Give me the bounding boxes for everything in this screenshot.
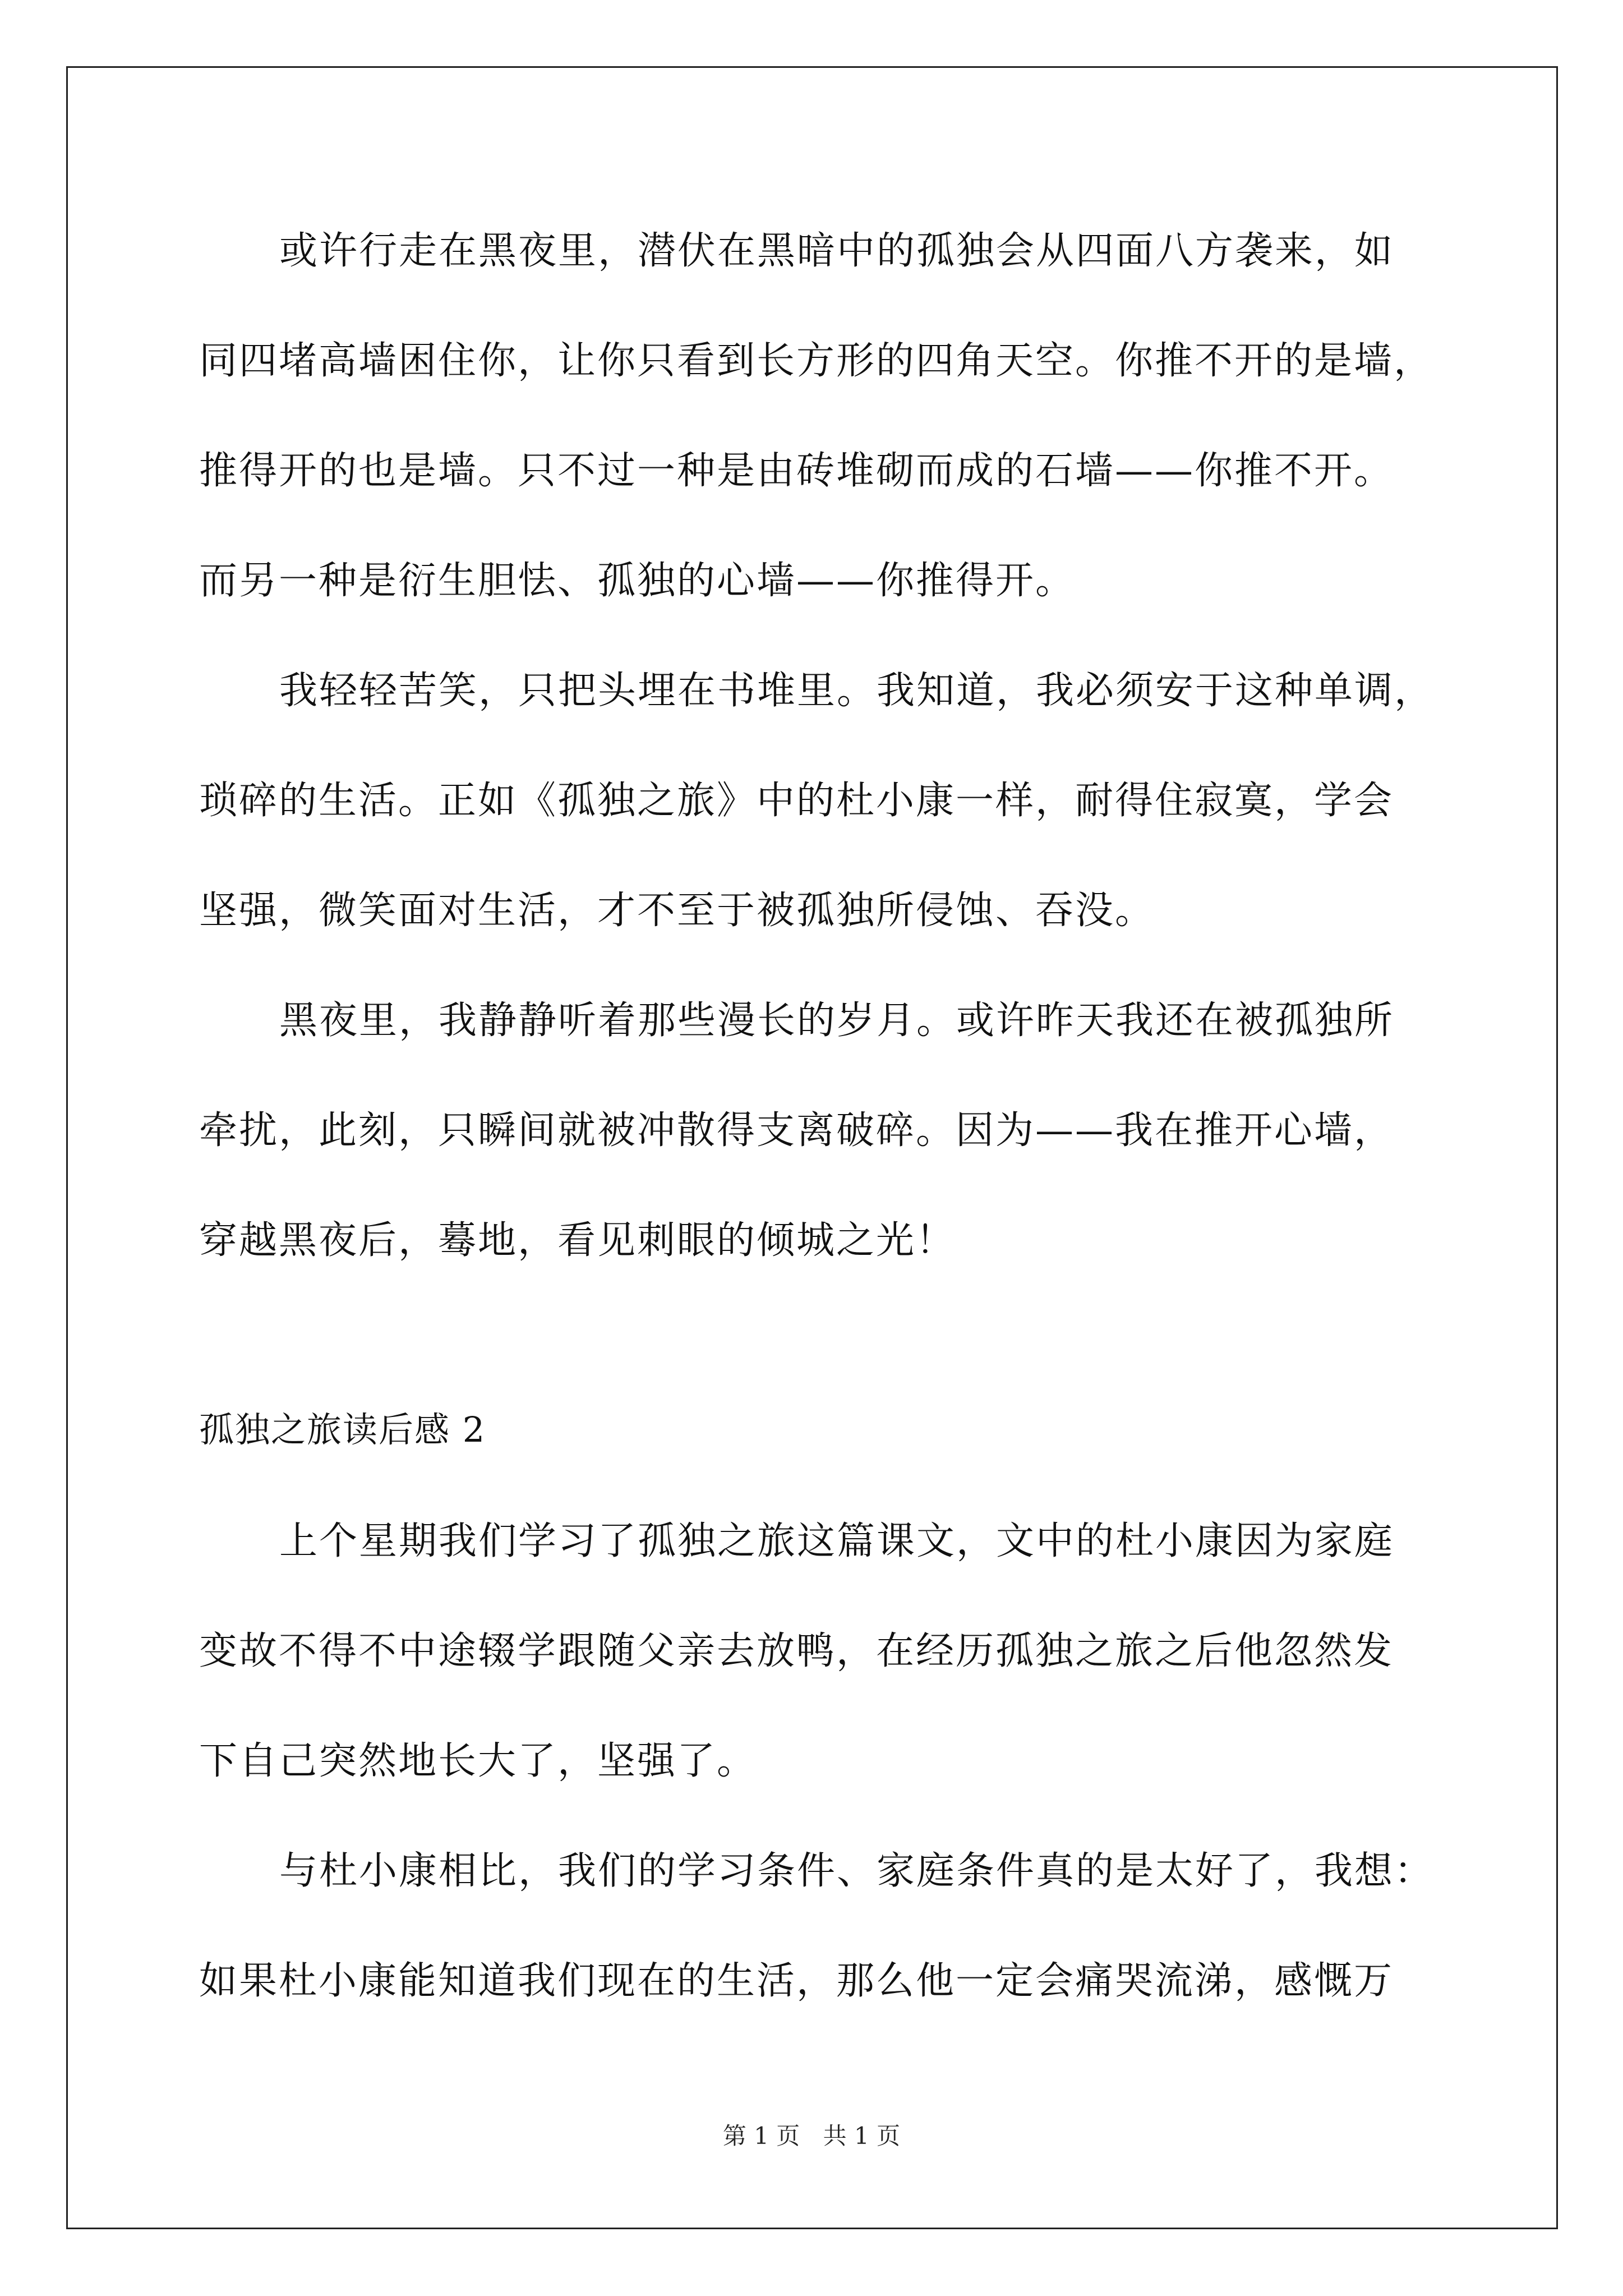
paragraph-line: 坚强，微笑面对生活，才不至于被孤独所侵蚀、吞没。 xyxy=(199,889,1155,933)
page-total: 共 1 页 xyxy=(823,2122,901,2150)
paragraph-line: 牵扰，此刻，只瞬间就被冲散得支离破碎。因为——我在推开心墙， xyxy=(199,1108,1394,1153)
paragraph-line: 黑夜里，我静静听着那些漫长的岁月。或许昨天我还在被孤独所 xyxy=(279,999,1395,1043)
paragraph-line: 我轻轻苦笑，只把头埋在书堆里。我知道，我必须安于这种单调， xyxy=(279,669,1435,713)
paragraph-line: 穿越黑夜后，蓦地，看见刺眼的倾城之光！ xyxy=(199,1218,956,1263)
paragraph-line: 与杜小康相比，我们的学习条件、家庭条件真的是太好了，我想： xyxy=(279,1849,1435,1893)
paragraph-line: 同四堵高墙困住你，让你只看到长方形的四角天空。你推不开的是墙， xyxy=(199,339,1434,383)
paragraph-line: 或许行走在黑夜里，潜伏在黑暗中的孤独会从四面八方袭来，如 xyxy=(279,229,1395,273)
paragraph-line: 下自己突然地长大了，坚强了。 xyxy=(199,1739,757,1783)
page-number: 第 1 页 xyxy=(722,2122,800,2150)
paragraph-line: 而另一种是衍生胆怯、孤独的心墙——你推得开。 xyxy=(199,559,1076,603)
paragraph-line: 如果杜小康能知道我们现在的生活，那么他一定会痛哭流涕，感慨万 xyxy=(199,1959,1394,2003)
paragraph-line: 推得开的也是墙。只不过一种是由砖堆砌而成的石墙——你推不开。 xyxy=(199,449,1394,493)
paragraph-line: 变故不得不中途辍学跟随父亲去放鸭，在经历孤独之旅之后他忽然发 xyxy=(199,1629,1394,1673)
section-title: 孤独之旅读后感 2 xyxy=(199,1409,486,1450)
paragraph-line: 琐碎的生活。正如《孤独之旅》中的杜小康一样，耐得住寂寞，学会 xyxy=(199,779,1394,823)
paragraph-line: 上个星期我们学习了孤独之旅这篇课文，文中的杜小康因为家庭 xyxy=(279,1519,1395,1563)
page-footer xyxy=(0,2119,1623,2153)
